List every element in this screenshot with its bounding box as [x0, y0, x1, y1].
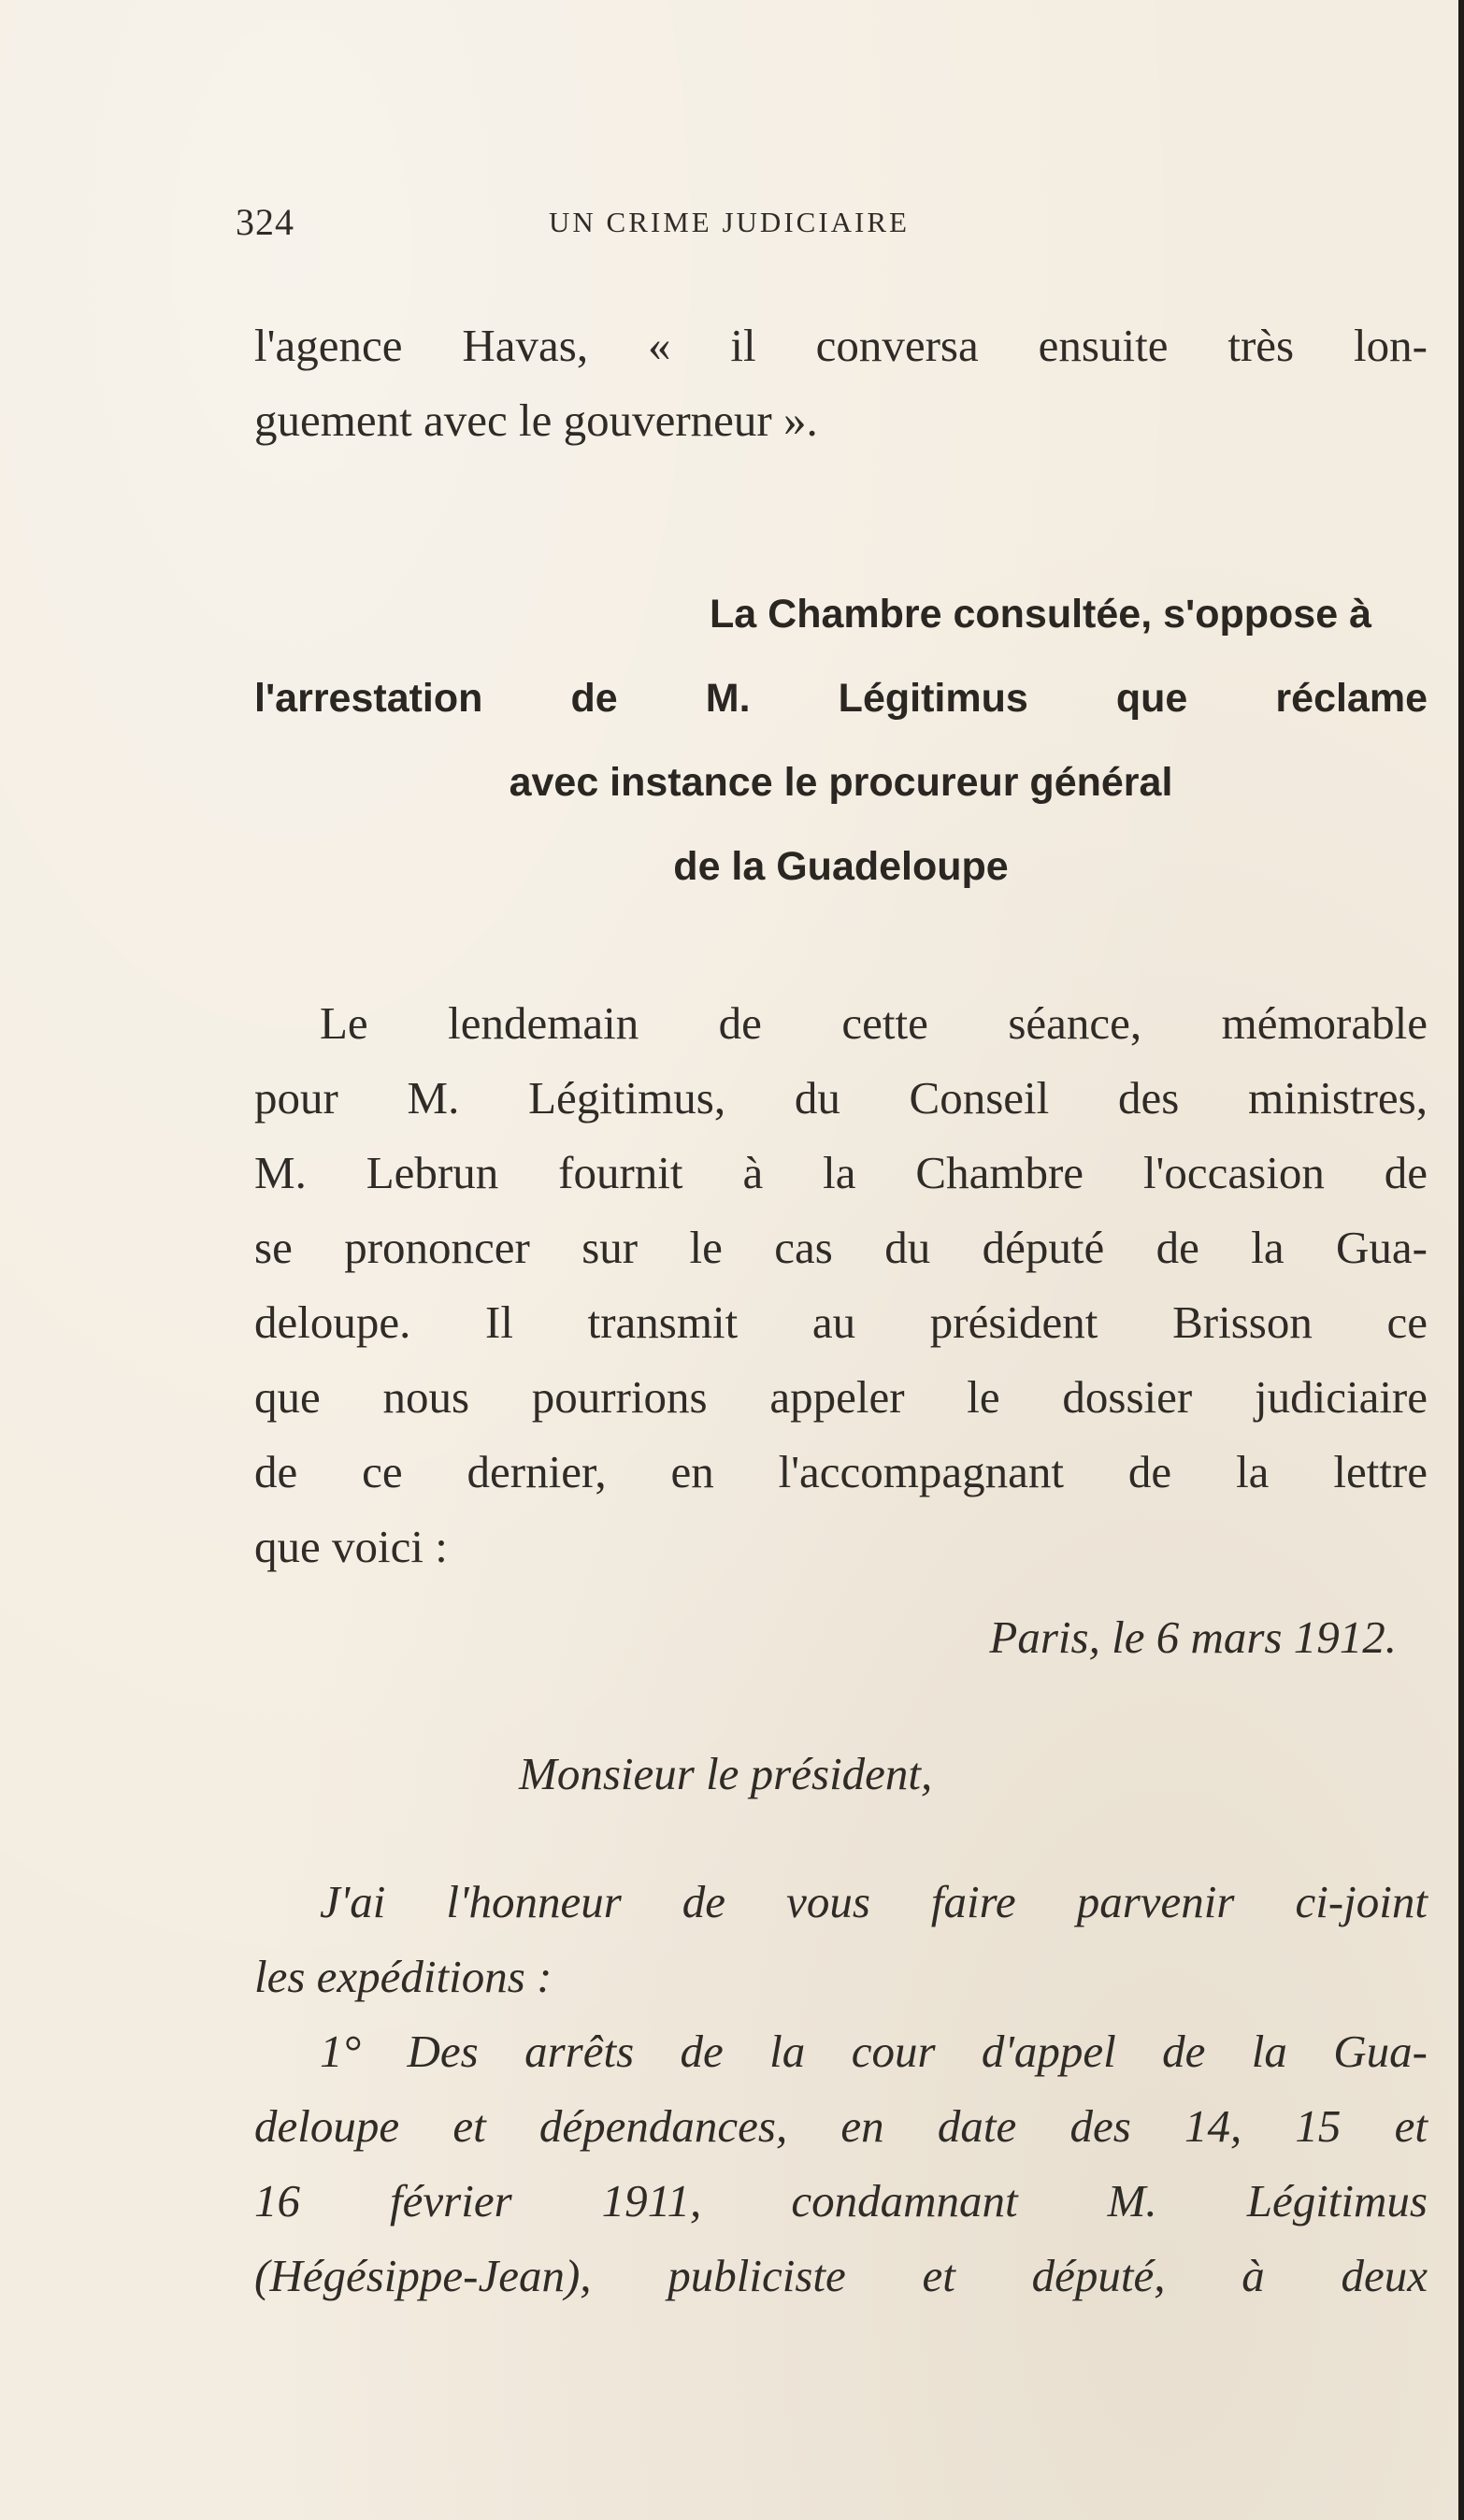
text-line: Le lendemain de cette séance, mémorable	[320, 997, 1428, 1049]
page-edge	[1458, 0, 1464, 2520]
text-line: les expéditions :	[254, 1951, 553, 2002]
page-header	[0, 194, 1458, 251]
text-line: deloupe. Il transmit au président Brisson ce	[254, 1296, 1428, 1348]
body-paragraph	[254, 986, 1428, 1584]
text-line: guement avec le gouverneur ».	[254, 394, 818, 446]
text-line: de ce dernier, en l'accompagnant de la lettre	[254, 1446, 1428, 1497]
heading-line: l'arrestation de M. Légitimus que réclame	[254, 676, 1428, 721]
text-line: (Hégésippe-Jean), publiciste et député, à deux	[254, 2250, 1428, 2301]
continuation-paragraph	[254, 308, 1428, 458]
heading-line: La Chambre consultée, s'oppose à	[710, 592, 1371, 637]
text-line: pour M. Légitimus, du Conseil des ministres,	[254, 1072, 1428, 1124]
text-line: J'ai l'honneur de vous faire parvenir ci-joint	[320, 1876, 1428, 1927]
running-title: UN CRIME JUDICIAIRE	[549, 206, 910, 238]
text-line: 16 février 1911, condamnant M. Légitimus	[254, 2175, 1428, 2226]
letter-date: Paris, le 6 mars 1912.	[989, 1611, 1397, 1663]
text-line: 1° Des arrêts de la cour d'appel de la Gua-	[320, 2026, 1428, 2077]
section-heading	[254, 572, 1428, 909]
text-line: que voici :	[254, 1521, 448, 1572]
letter-body	[254, 1865, 1428, 2313]
heading-line: avec instance le procureur général	[509, 760, 1173, 805]
text-line: M. Lebrun fournit à la Chambre l'occasion de	[254, 1147, 1428, 1198]
text-line: l'agence Havas, « il conversa ensuite très lon-	[254, 320, 1428, 371]
text-line: deloupe et dépendances, en date des 14, 15 et	[254, 2100, 1428, 2152]
letter-salutation: Monsieur le président,	[519, 1748, 933, 1799]
page-number: 324	[236, 201, 294, 243]
text-line: que nous pourrions appeler le dossier judiciaire	[254, 1371, 1428, 1423]
heading-line: de la Guadeloupe	[673, 844, 1009, 889]
text-line: se prononcer sur le cas du député de la Gua-	[254, 1222, 1428, 1273]
